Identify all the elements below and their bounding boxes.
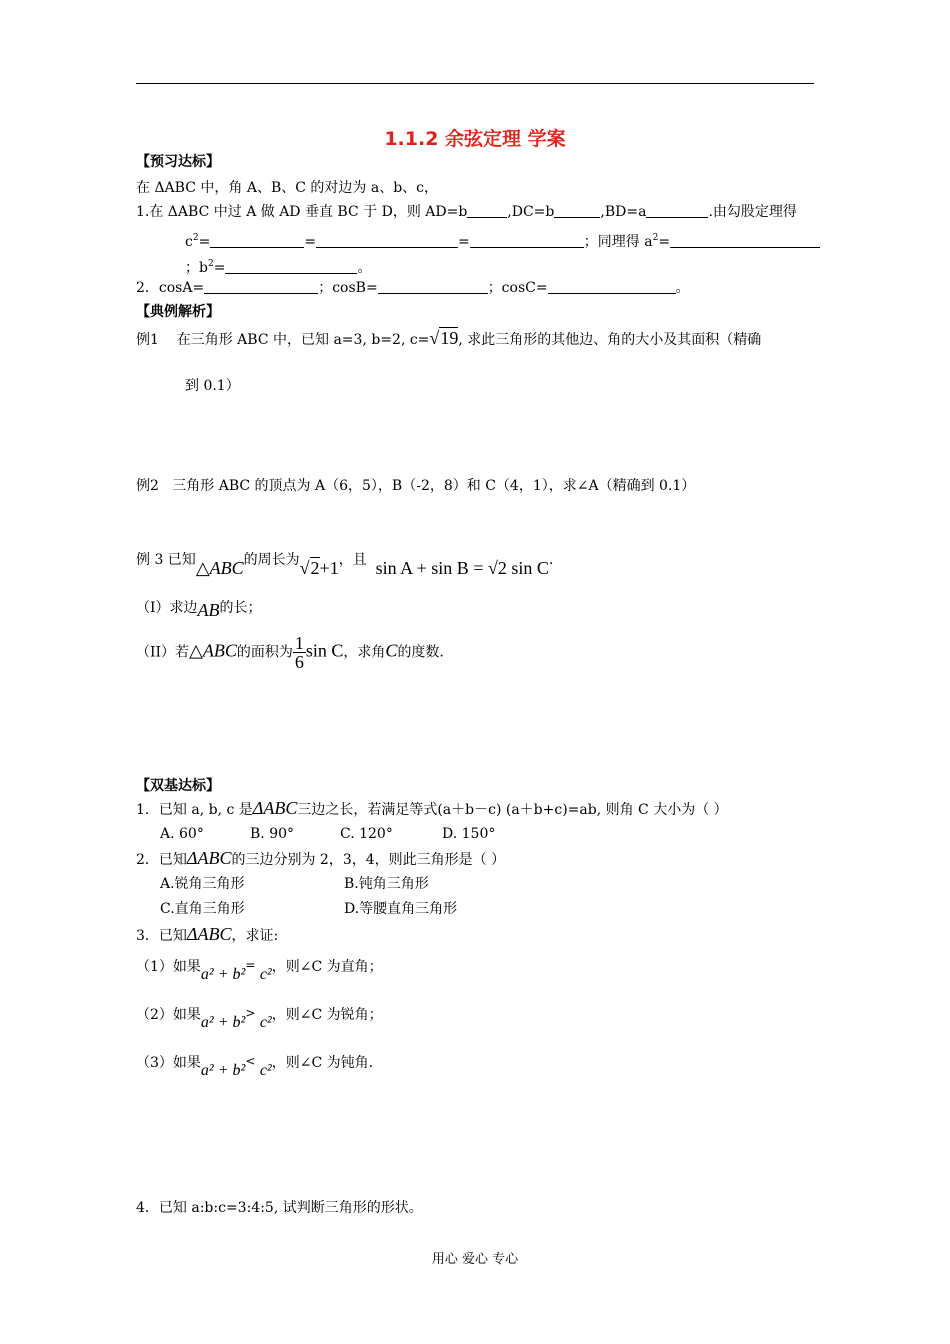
intro-text: 在 ΔABC 中，角 A、B、C 的对边为 a、b、c， bbox=[136, 180, 438, 196]
section-heading-basics: 【双基达标】 bbox=[136, 778, 220, 794]
fraction-one-sixth: $\frac{1}{6}$ bbox=[294, 633, 304, 672]
section-heading-examples: 【典例解析】 bbox=[136, 304, 220, 320]
q1-line3: ；$b^2=$ 。 bbox=[185, 259, 372, 276]
exercise-3-item-2: （2）如果a² + b²> c²，则∠C 为锐角； bbox=[136, 1006, 383, 1031]
example-3: 例 3 已知△ABC的周长为√2+1，且 sin A + sin B = √2 sin C. bbox=[136, 552, 554, 578]
exercise-1: 1．已知 a, b, c 是ΔABC三边之长，若满足等式(a＋b－c) (a＋b+c)=ab, 则角 C 大小为（ ） bbox=[136, 798, 728, 818]
sqrt-19: √19 bbox=[429, 328, 459, 348]
exercise-2-options-row1: A.锐角三角形 B.钝角三角形 bbox=[160, 876, 429, 892]
q2-cos-line: 2．cosA= ；cosB= ；cosC= 。 bbox=[136, 280, 690, 296]
q1-line2: $c^2=$ = = ；同理得 $a^2=$ bbox=[185, 228, 820, 252]
exercise-3: 3．已知ΔABC，求证: bbox=[136, 924, 279, 944]
exercise-1-options: A. 60° B. 90° C. 120° D. 150° bbox=[160, 826, 496, 842]
section-heading-preview: 【预习达标】 bbox=[136, 154, 220, 170]
example-3-part1: （I）求边AB的长； bbox=[136, 600, 262, 620]
exercise-2-options-row2: C.直角三角形 D.等腰直角三角形 bbox=[160, 901, 458, 917]
page-footer: 用心 爱心 专心 bbox=[431, 1252, 519, 1267]
exercise-3-item-3: （3）如果a² + b²< c²，则∠C 为钝角. bbox=[136, 1054, 374, 1079]
page-title: 1.1.2 余弦定理 学案 bbox=[384, 128, 566, 150]
header-rule bbox=[136, 83, 814, 84]
example-3-part2: （II）若△ABC的面积为 $\frac{1}{6}$ sin C，求角C的度数. bbox=[136, 633, 444, 672]
exercise-4: 4．已知 a:b:c=3:4:5, 试判断三角形的形状。 bbox=[136, 1200, 423, 1216]
example-1: 例1 在三角形 ABC 中，已知 a=3, b=2, c=√19, 求此三角形的其他边、角的大小及其面积（精确 bbox=[136, 328, 762, 348]
example-2: 例2 三角形 ABC 的顶点为 A（6，5），B（-2，8）和 C（4，1），求∠A（精确到 0.1） bbox=[136, 478, 696, 494]
exercise-3-item-1: （1）如果a² + b²= c²，则∠C 为直角； bbox=[136, 958, 383, 983]
q1-line1: 1.在 ΔABC 中过 A 做 AD 垂直 BC 于 D，则 AD=b ,DC=b ,BD=a .由勾股定理得 bbox=[136, 204, 797, 220]
sine-equation: sin A + sin B = √2 sin C bbox=[375, 558, 549, 578]
exercise-2: 2．已知ΔABC的三边分别为 2，3，4，则此三角形是（ ） bbox=[136, 848, 506, 868]
example-1-cont: 到 0.1） bbox=[185, 378, 240, 394]
